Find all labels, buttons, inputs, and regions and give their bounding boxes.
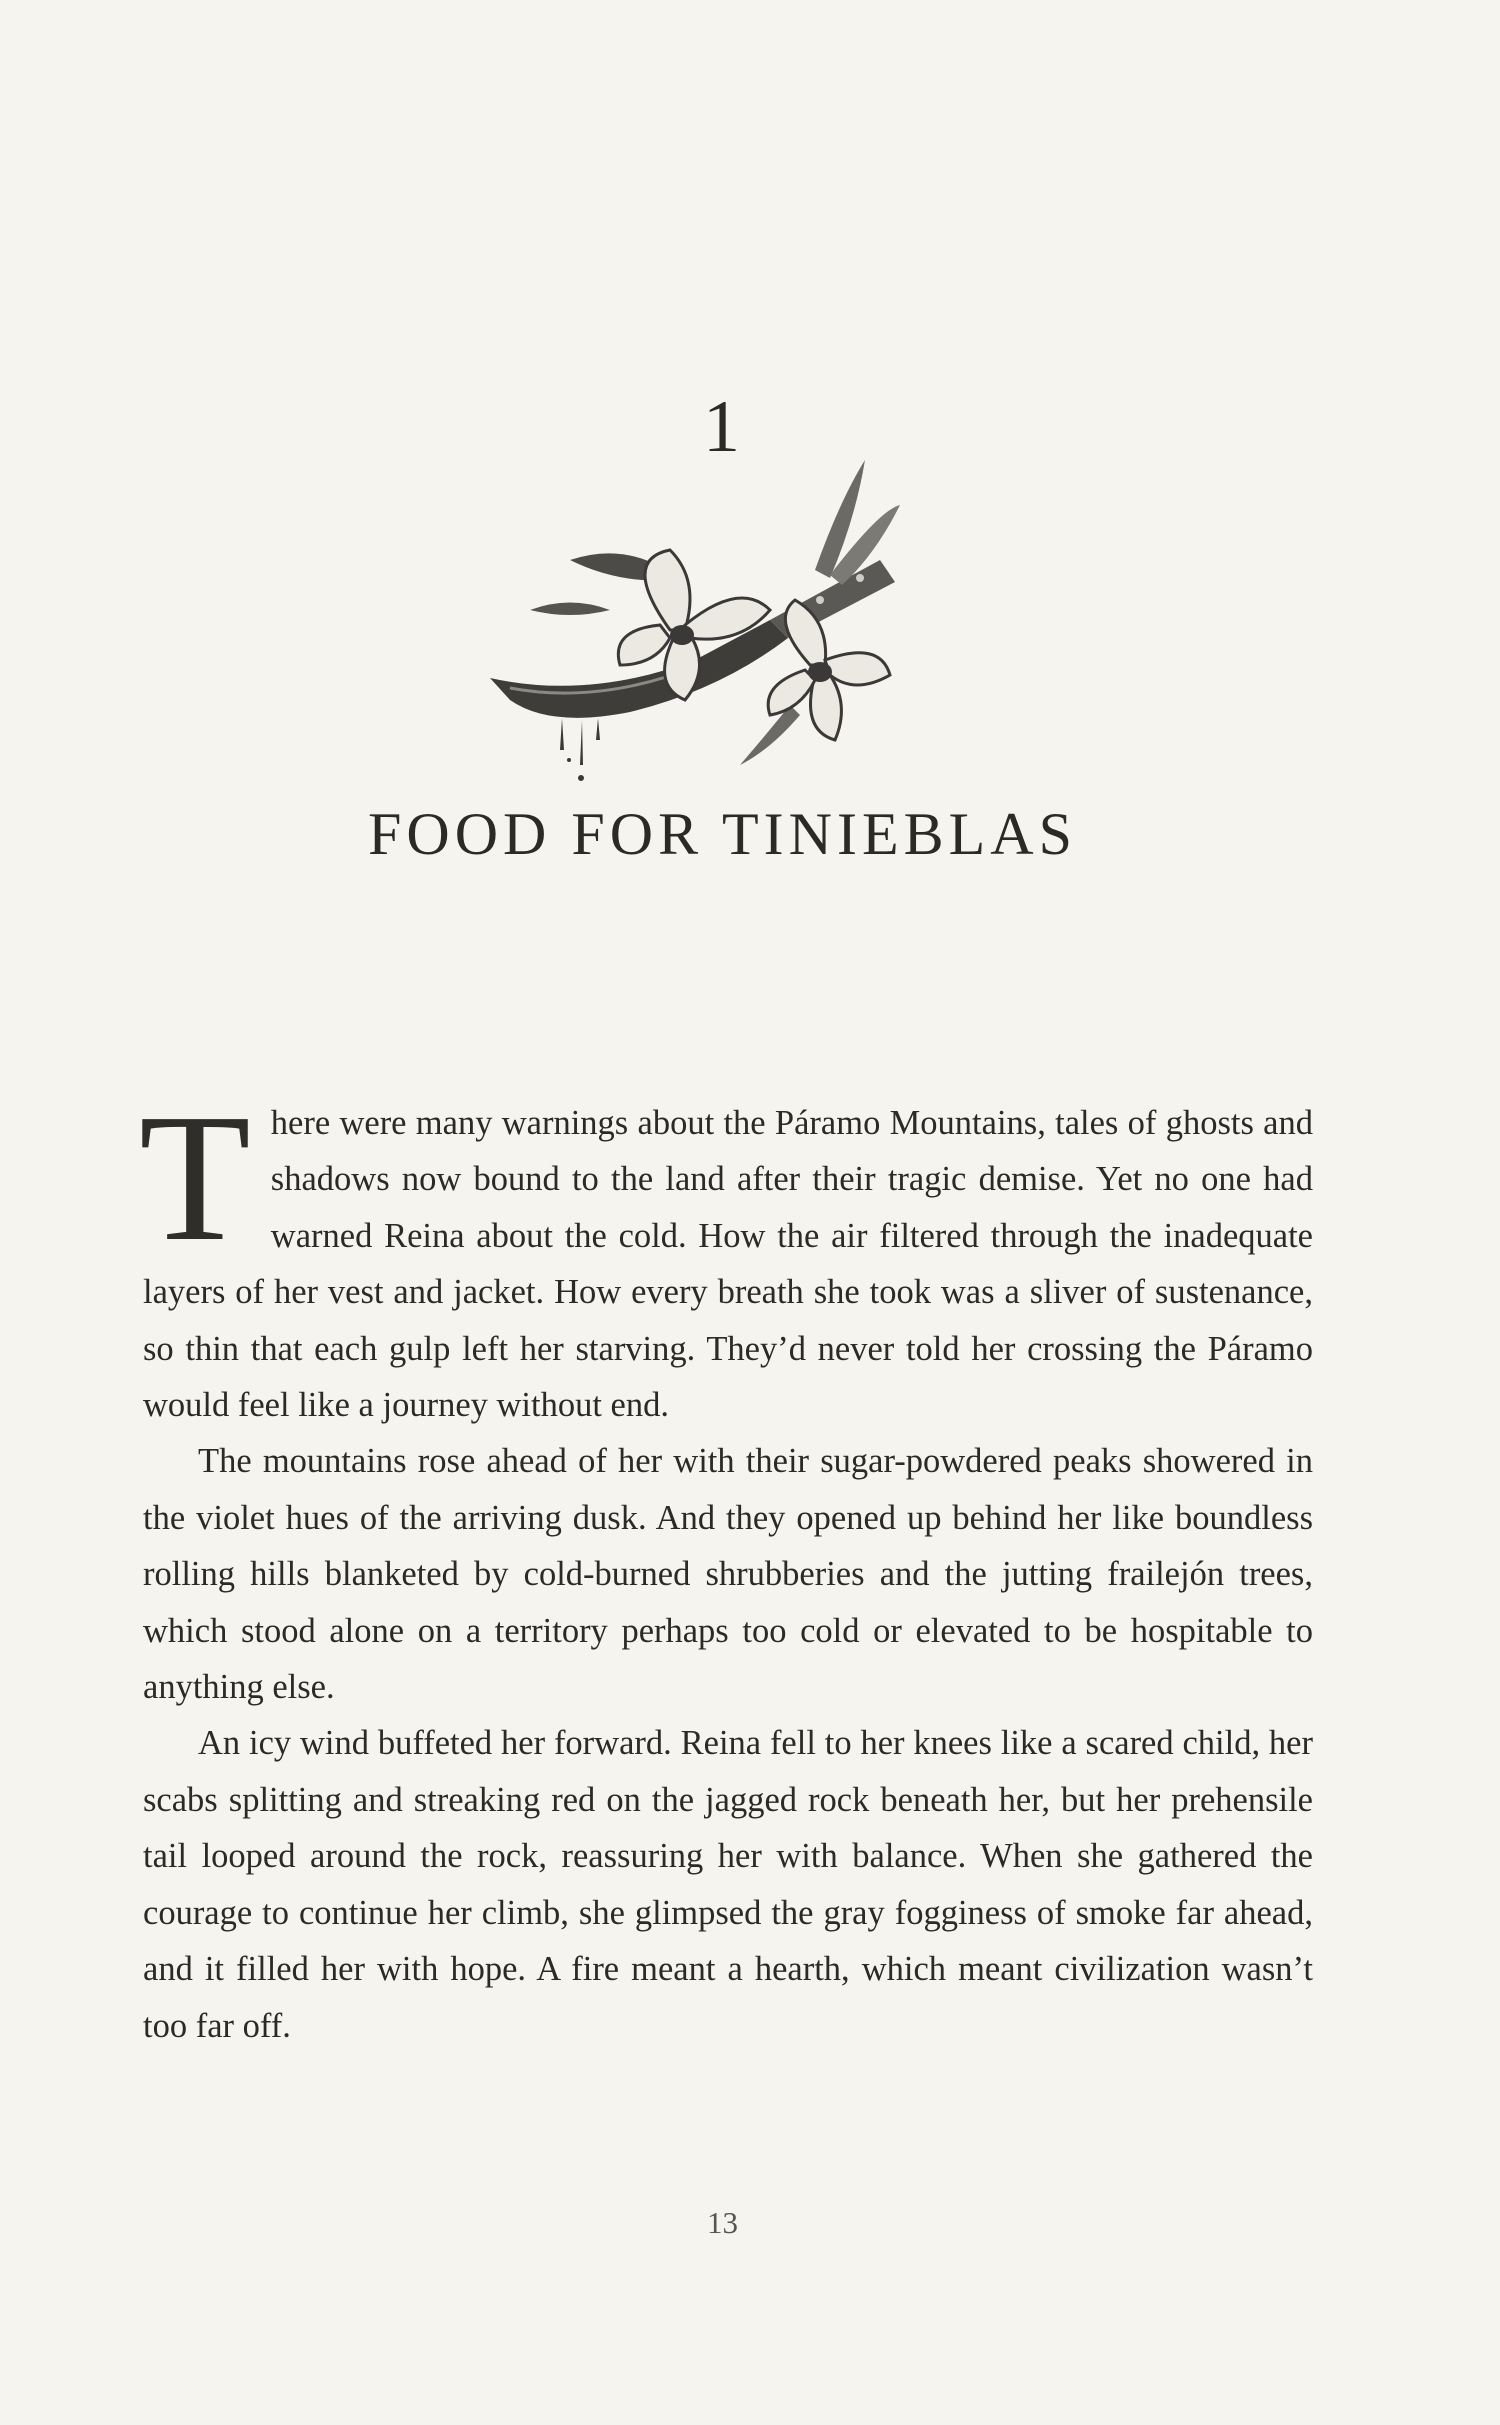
chapter-title: FOOD FOR TINIEBLAS (368, 801, 1077, 867)
paragraph-3: An icy wind buffeted her forward. Reina fell to her knees like a scared child, her scabs splitting and streaking red on the jagged rock beneath her, but her prehensile tail looped around the rock, reassuring her with balance. When she gathered the courage to continue her climb, she glimpsed the gray fogginess of smoke far ahead, and it filled her with hope. A fire meant a hearth, which meant civilization wasn’t too far off. (143, 1724, 1313, 2045)
page-number: 13 (707, 2205, 738, 2240)
paragraph-text: here were many warnings about the Páramo Mountains, tales of ghosts and shadows now bound to the land after their tragic demise. Yet no one had warned Reina about the cold. How the air filtered through the inadequate layers of her vest and jacket. How every breath she took was a sliver of sustenance, so thin that each gulp left her starving. They’d never told her crossing the Páramo would feel like a journey without end. (143, 1104, 1313, 1425)
drop-cap: T (139, 1076, 251, 1279)
chapter-body (139, 1076, 1313, 2054)
chapter-number: 1 (703, 386, 742, 468)
machete-orchid-icon (470, 460, 970, 790)
paragraph-2: The mountains rose ahead of her with their sugar-powdered peaks showered in the violet hues of the arriving dusk. And they opened up behind her like boundless rolling hills blanketed by cold-burned shrubberies and the jutting frailejón trees, which stood alone on a territory perhaps too cold or elevated to be hospitable to anything else. (143, 1442, 1313, 1707)
paragraph-1 (139, 1076, 1313, 1433)
